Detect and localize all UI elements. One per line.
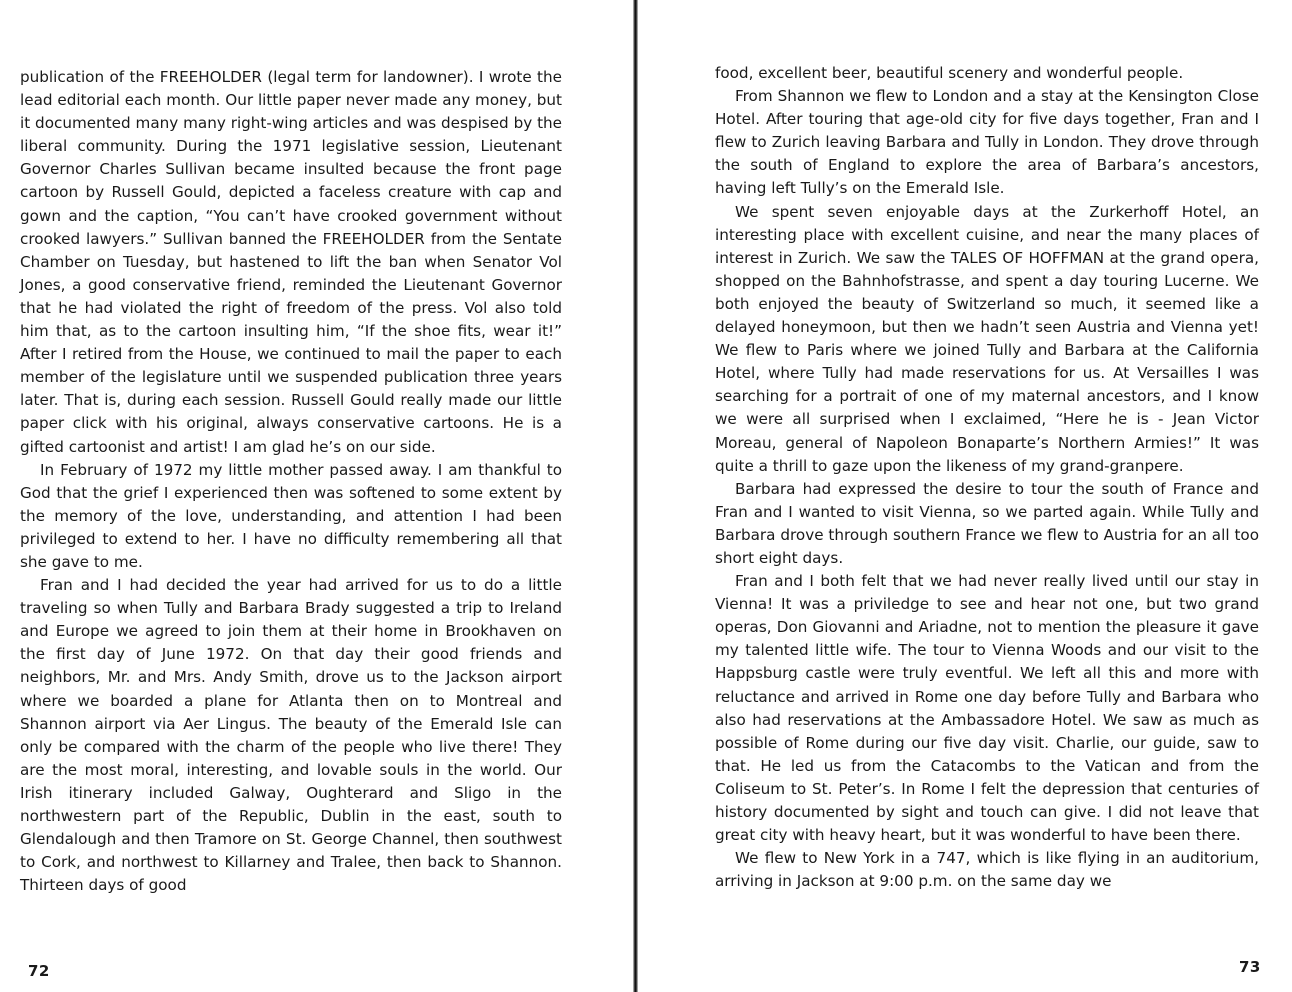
right-paragraph-4: Barbara had expressed the desire to tour the south of France and Fran and I wanted to visit Vienna, so we parted again. While Tully and Barbara drove through southern France we flew to Austria for an all too short eight days. (715, 479, 1259, 567)
left-page (0, 0, 632, 992)
right-page-text (715, 62, 1259, 893)
right-page-number: 73 (1239, 958, 1261, 976)
book-gutter (633, 0, 638, 992)
right-paragraph-2: From Shannon we flew to London and a stay at the Kensington Close Hotel. After touring that age-old city for five days together, Fran and I flew to Zurich leaving Barbara and Tully in London. They drove through the south of England to explore the area of Barbara’s ancestors, having left Tully’s on the Emerald Isle. (715, 87, 1259, 198)
right-paragraph-6: We flew to New York in a 747, which is like flying in an auditorium, arriving in Jackson at 9:00 p.m. on the same day we (715, 849, 1259, 891)
left-paragraph-3: Fran and I had decided the year had arrived for us to do a little traveling so when Tully and Barbara Brady suggested a trip to Ireland and Europe we agreed to join them at their home in Brookhaven on the first day of June 1972. On that day their good friends and neighbors, Mr. and Mrs. Andy Smith, drove us to the Jackson airport where we boarded a plane for Atlanta then on to Montreal and Shannon airport via Aer Lingus. The beauty of the Emerald Isle can only be compared with the charm of the people who live there! They are the most moral, interesting, and lovable souls in the world. Our Irish itinerary included Galway, Oughterard and Sligo in the northwestern part of the Republic, Dublin in the east, south to Glendalough and then Tramore on St. George Channel, then southwest to Cork, and northwest to Killarney and Tralee, then back to Shannon. Thirteen days of good (20, 576, 562, 895)
right-paragraph-5: Fran and I both felt that we had never really lived until our stay in Vienna! It was a priviledge to see and hear not one, but two grand operas, Don Giovanni and Ariadne, not to mention the pleasure it gave my talented little wife. The tour to Vienna Woods and our visit to the Happsburg castle were truly eventful. We left all this and more with reluctance and arrived in Rome one day before Tully and Barbara who also had reservations at the Ambassadore Hotel. We saw as much as possible of Rome during our five day visit. Charlie, our guide, saw to that. He led us from the Catacombs to the Vatican and from the Coliseum to St. Peter’s. In Rome I felt the depression that centuries of history documented by sight and touch can give. I did not leave that great city with heavy heart, but it was wonderful to have been there. (715, 572, 1259, 845)
left-paragraph-2: In February of 1972 my little mother passed away. I am thankful to God that the grief I experienced then was softened to some extent by the memory of the love, understanding, and attention I had been privileged to extend to her. I have no difficulty remembering all that she gave to me. (20, 460, 562, 571)
right-paragraph-1: food, excellent beer, beautiful scenery and wonderful people. (715, 64, 1184, 82)
left-paragraph-1: publication of the FREEHOLDER (legal term for landowner). I wrote the lead editorial each month. Our little paper never made any money, but it documented many many right-wing articles and was despised by the liberal community. During the 1971 legislative session, Lieutenant Governor Charles Sullivan became insulted because the front page cartoon by Russell Gould, depicted a faceless creature with cap and gown and the caption, “You can’t have crooked government without crooked lawyers.” Sullivan banned the FREEHOLDER from the Sentate Chamber on Tuesday, but hastened to lift the ban when Senator Vol Jones, a good conservative friend, reminded the Lieutenant Governor that he had violated the right of freedom of the press. Vol also told him that, as to the cartoon insulting him, “If the shoe fits, wear it!” After I retired from the House, we continued to mail the paper to each member of the legislature until we suspended publication three years later. That is, during each session. Russell Gould really made our little paper click with his original, always conservative cartoons. He is a gifted cartoonist and artist! I am glad he’s on our side. (20, 68, 562, 456)
right-page (640, 0, 1292, 992)
left-page-number: 72 (28, 962, 50, 980)
left-page-text (20, 66, 562, 897)
right-paragraph-3: We spent seven enjoyable days at the Zurkerhoff Hotel, an interesting place with excellent cuisine, and near the many places of interest in Zurich. We saw the TALES OF HOFFMAN at the grand opera, shopped on the Bahnhofstrasse, and spent a day touring Lucerne. We both enjoyed the beauty of Switzerland so much, it seemed like a delayed honeymoon, but then we hadn’t seen Austria and Vienna yet! We flew to Paris where we joined Tully and Barbara at the California Hotel, where Tully had made reservations for us. At Versailles I was searching for a portrait of one of my maternal ancestors, and I know we were all surprised when I exclaimed, “Here he is - Jean Victor Moreau, general of Napoleon Bonaparte’s Northern Armies!” It was quite a thrill to gaze upon the likeness of my grand-granpere. (715, 202, 1259, 475)
